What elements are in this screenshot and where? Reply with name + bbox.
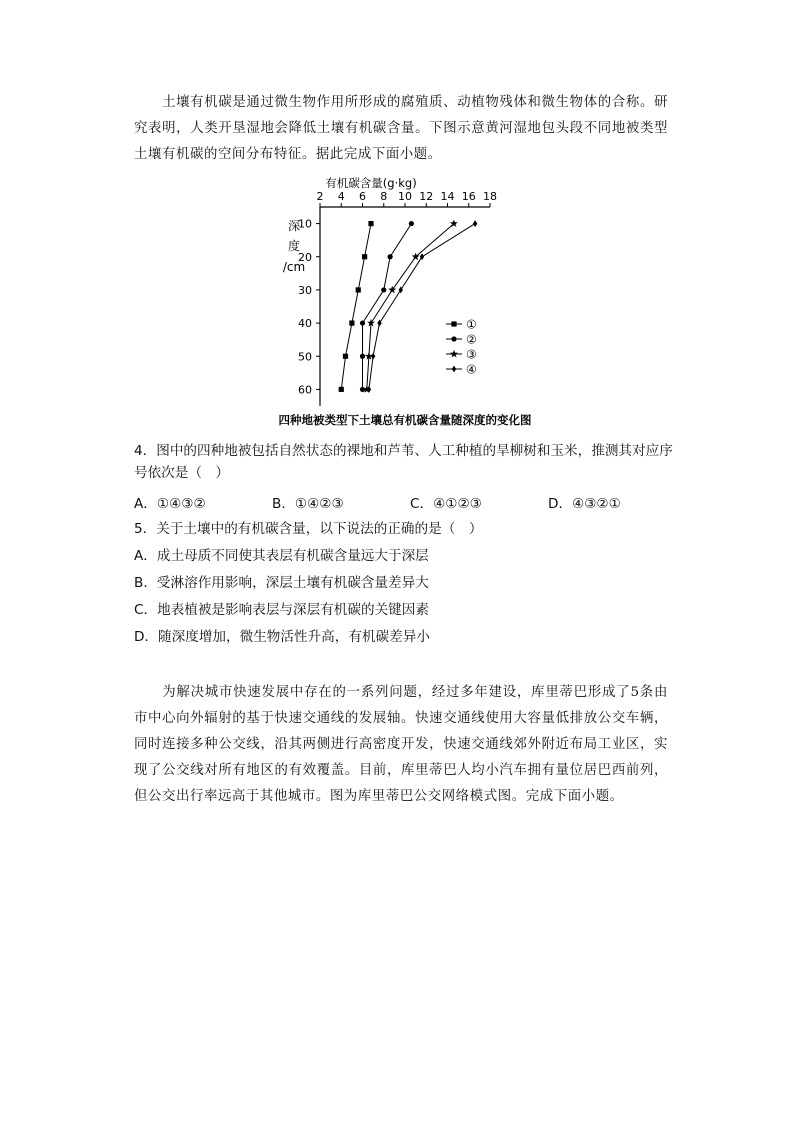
legend-label-3: ③	[466, 347, 477, 362]
x-tick-label: 8	[380, 190, 388, 203]
series-1-point	[343, 354, 348, 359]
series-2-point	[381, 287, 386, 292]
passage-1-text: 土壤有机碳是通过微生物作用所形成的腐殖质、动植物残体和微生物体的合称。研究表明，人类开垦湿地会降低土壤有机碳含量。下图示意黄河湿地包头段不同地被类型土壤有机碳的空间分布特征。据此完成下面小题。	[134, 95, 668, 162]
passage-2-text: 为解决城市快速发展中存在的一系列问题，经过多年建设，库里蒂巴形成了5条由市中心向外辐射的基于快速交通线的发展轴。快速交通线使用大容量低排放公交车辆，同时连接多种公交线，沿其两侧进行高密度开发，快速交通线郊外附近布局工业区，实现了公交线对所有地区的有效覆盖。目前，库里蒂巴人均小汽车拥有量位居巴西前列，但公交出行率远高于其他城市。图为库里蒂巴公交网络模式图。完成下面小题。	[134, 685, 668, 804]
legend-marker-4	[452, 366, 456, 373]
q5-option-a[interactable]: A．成土母质不同使其表层有机碳含量远大于深层	[134, 548, 429, 564]
y-tick-label: 50	[298, 350, 312, 364]
q4-option-b[interactable]: B．①④②③	[272, 496, 344, 512]
legend-label-1: ①	[466, 317, 477, 332]
series-1-point	[368, 221, 373, 226]
series-line-2	[363, 224, 412, 390]
question-4-options	[134, 492, 674, 514]
question-5-stem: 5．关于土壤中的有机碳含量，以下说法的正确的是（ ）	[134, 521, 483, 537]
y-tick-label: 20	[298, 250, 312, 264]
y-axis-title-2: 度	[287, 239, 301, 253]
y-axis-title-3: /cm	[282, 260, 306, 274]
series-2-point	[360, 387, 365, 392]
x-tick-label: 4	[337, 190, 345, 203]
q5-option-d[interactable]: D．随深度增加，微生物活性升高，有机碳差异小	[134, 629, 430, 645]
series-1-point	[349, 320, 354, 325]
legend-label-2: ②	[466, 332, 477, 347]
passage-2	[134, 680, 668, 810]
y-tick-label: 30	[298, 283, 312, 297]
q4-option-c[interactable]: C．④①②③	[410, 496, 482, 512]
series-2-point	[409, 221, 414, 226]
series-2-point	[360, 320, 365, 325]
series-4-point	[371, 353, 375, 360]
legend-label-4: ④	[466, 362, 477, 377]
series-line-3	[367, 224, 454, 390]
x-tick-label: 2	[316, 190, 324, 203]
legend-marker-3	[450, 350, 458, 358]
x-tick-label: 18	[483, 190, 497, 203]
x-axis-title: 有机碳含量(g·kg)	[325, 176, 417, 190]
series-2-point	[360, 354, 365, 359]
x-tick-label: 12	[419, 190, 434, 203]
q5-option-b[interactable]: B．受淋溶作用影响，深层土壤有机碳含量差异大	[134, 575, 429, 591]
y-tick-label: 40	[298, 317, 312, 331]
y-axis-title-1: 深	[287, 219, 301, 233]
series-line-1	[341, 224, 371, 390]
series-1-point	[356, 287, 361, 292]
x-tick-label: 6	[359, 190, 366, 203]
x-tick-label: 16	[461, 190, 476, 203]
question-4-stem: 4．图中的四种地被包括自然状态的裸地和芦苇、人工种植的旱柳树和玉米，推测其对应序号依次是（ ）	[134, 443, 673, 481]
q4-option-a[interactable]: A．①④③②	[134, 496, 206, 512]
legend-marker-1	[451, 321, 456, 326]
series-line-4	[369, 224, 475, 390]
x-tick-label: 14	[440, 190, 455, 203]
series-1-point	[362, 254, 367, 259]
q5-option-c[interactable]: C．地表植被是影响表层与深层有机碳的关键因素	[134, 602, 429, 618]
chart-caption: 四种地被类型下土壤总有机碳含量随深度的变化图	[278, 413, 532, 426]
q4-option-d[interactable]: D．④③②①	[548, 496, 621, 512]
x-tick-label: 10	[398, 190, 412, 203]
passage-1	[134, 90, 668, 168]
series-4-point	[473, 220, 477, 227]
legend-marker-2	[451, 336, 456, 341]
series-1-point	[339, 387, 344, 392]
series-3-point	[412, 253, 420, 261]
organic-carbon-chart	[270, 174, 550, 426]
y-tick-label: 60	[298, 383, 312, 397]
y-tick-label: 10	[298, 217, 312, 231]
series-2-point	[388, 254, 393, 259]
